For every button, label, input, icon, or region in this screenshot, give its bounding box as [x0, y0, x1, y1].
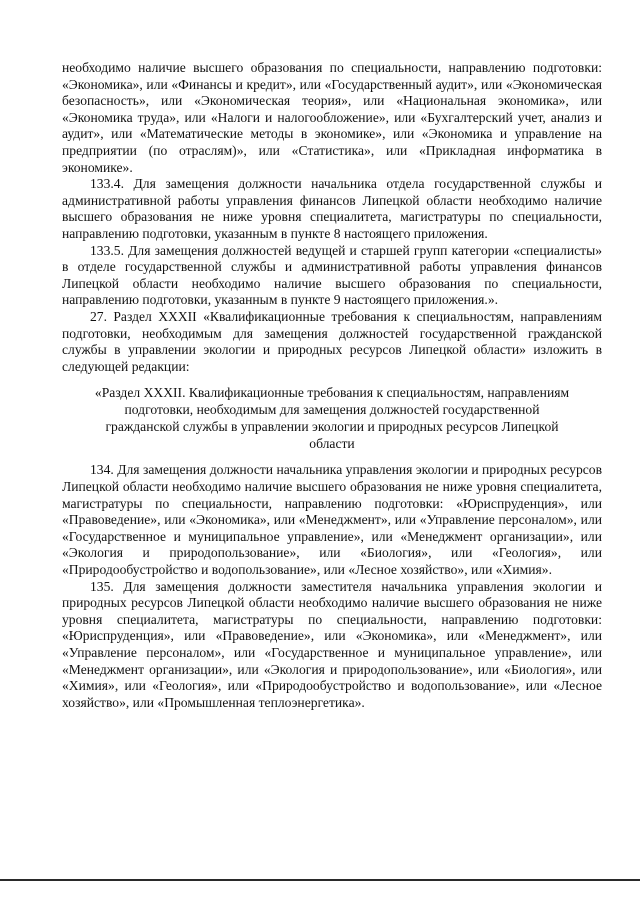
paragraph-134: 134. Для замещения должности начальника управления экологии и природных ресурсов Липецкой области необходимо наличие высшего образования не ниже уровня специалитета, магистратуры по специальности, направлению подготовки: «Юриспруденция», или «Правоведение», или «Экономика», или «Менеджмент», или «Управление персоналом», или «Государственное и муниципальное управление», или «Менеджмент организации», или «Экология и природопользование», или «Биология», или «Геология», или «Природообустройство и водопользование», или «Лесное хозяйство», или «Химия».	[62, 462, 602, 578]
paragraph-27: 27. Раздел XXXII «Квалификационные требования к специальностям, направлениям подготовки, необходимым для замещения должностей государственной гражданской службы в управлении экологии и природных ресурсов Липецкой области» изложить в следующей редакции:	[62, 308, 602, 374]
paragraph-133-4: 133.4. Для замещения должности начальника отдела государственной службы и административной работы управления финансов Липецкой области необходимо наличие высшего образования не ниже уровня специалитета, магистратуры по специальности, направлению подготовки, указанным в пункте 8 настоящего приложения.	[62, 176, 602, 241]
paragraph-continuation: необходимо наличие высшего образования по специальности, направлению подготовки: «Экономика», или «Финансы и кредит», или «Государственный аудит», или «Экономическая безопасность», или «Экономическая теория», или «Национальная экономика», или «Экономика труда», или «Налоги и налогообложение», или «Бухгалтерский учет, анализ и аудит», или «Математические методы в экономике», или «Экономика и управление на предприятии (по отраслям)», или «Статистика», или «Прикладная информатика в экономике».	[62, 60, 602, 175]
paragraph-135: 135. Для замещения должности заместителя начальника управления экологии и природных ресурсов Липецкой области необходимо наличие высшего образования не ниже уровня специалитета, магистратуры по специальности, направлению подготовки: «Юриспруденция», или «Правоведение», или «Экономика», или «Менеджмент», или «Управление персоналом», или «Государственное и муниципальное управление», или «Менеджмент организации», или «Экология и природопользование», или «Биология», или «Химия», или «Геология», или «Природообустройство и водопользование», или «Лесное хозяйство», или «Промышленная теплоэнергетика».	[62, 578, 602, 710]
footer-divider	[0, 879, 640, 881]
paragraph-133-5: 133.5. Для замещения должностей ведущей и старшей групп категории «специалисты» в отделе государственной службы и административной работы управления финансов Липецкой области необходимо наличие высшего образования по специальности, направлению подготовки, указанным в пункте 9 настоящего приложения.».	[62, 242, 602, 308]
document-page	[62, 60, 602, 711]
section-heading: «Раздел XXXII. Квалификационные требования к специальностям, направлениям подготовки, необходимым для замещения должностей государственной гражданской службы в управлении экологии и природных ресурсов Липецкой области	[94, 385, 570, 451]
